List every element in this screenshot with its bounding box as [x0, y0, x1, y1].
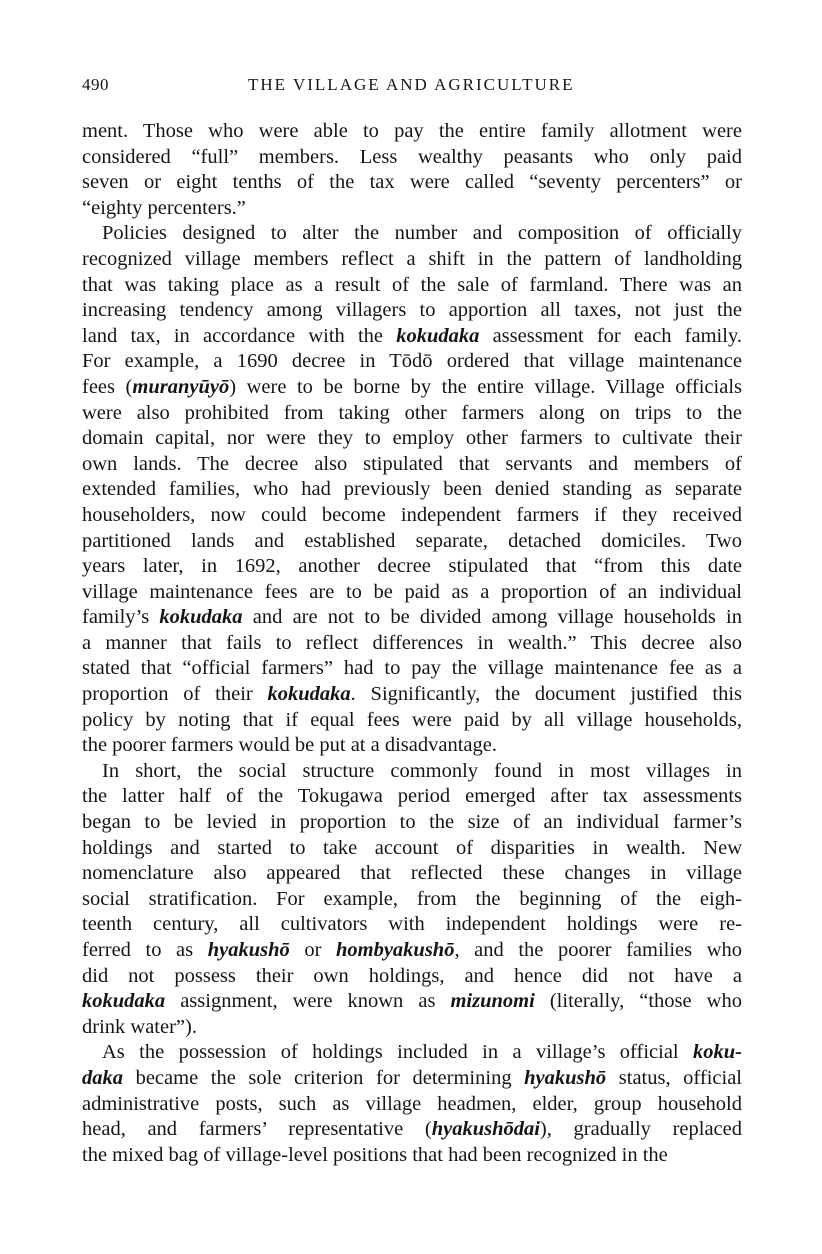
text-run: (literally, “those who — [534, 990, 742, 1013]
text-run: Policies designed to alter the number and composition of officially — [102, 222, 742, 245]
text-run: ) were to be borne by the entire village. Village officials — [229, 375, 742, 398]
text-run: administrative posts, such as village headmen, elder, group household — [82, 1092, 742, 1115]
text-run: considered “full” members. Less wealthy peasants who only paid — [82, 145, 742, 168]
italic-term: kokudaka — [82, 990, 166, 1013]
text-line — [82, 810, 742, 836]
text-run: did not possess their own holdings, and hence did not have a — [82, 964, 742, 987]
italic-term: muranyūyō — [132, 375, 230, 398]
text-line — [82, 145, 742, 171]
text-run: the poorer farmers would be put at a disadvantage. — [82, 734, 497, 757]
text-line — [82, 989, 742, 1015]
text-line — [82, 426, 742, 452]
text-line — [82, 759, 742, 785]
text-run: own lands. The decree also stipulated that servants and members of — [82, 452, 742, 475]
book-page — [82, 70, 742, 1168]
text-line — [82, 784, 742, 810]
text-run: assessment for each family. — [479, 324, 742, 347]
text-line — [82, 708, 742, 734]
text-line — [82, 221, 742, 247]
text-run: holdings and started to take account of disparities in wealth. New — [82, 836, 742, 859]
text-line — [82, 605, 742, 631]
text-line — [82, 938, 742, 964]
text-run: householders, now could become independent farmers if they received — [82, 503, 742, 526]
text-line — [82, 247, 742, 273]
text-line — [82, 964, 742, 990]
italic-term: kokudaka — [267, 683, 351, 706]
text-run: ferred to as — [82, 939, 208, 961]
italic-term: hyakushō — [207, 939, 290, 961]
text-line — [82, 349, 742, 375]
text-line — [82, 119, 742, 145]
text-run: In short, the social structure commonly found in most villages in — [102, 759, 742, 782]
text-line — [82, 401, 742, 427]
text-run: social stratification. For example, from the beginning of the eigh- — [82, 887, 742, 910]
text-line — [82, 196, 742, 222]
text-run: land tax, in accordance with the — [82, 324, 397, 347]
text-line — [82, 324, 742, 350]
page-number: 490 — [82, 75, 109, 94]
text-line — [82, 1015, 742, 1041]
italic-term: kokudaka — [396, 324, 480, 347]
text-line — [82, 298, 742, 324]
paragraph — [82, 759, 742, 1041]
text-run: As the possession of holdings included in a village’s official — [102, 1041, 694, 1064]
text-run: were also prohibited from taking other farmers along on trips to the — [82, 401, 742, 424]
text-run: proportion of their — [82, 683, 268, 706]
text-run: or — [289, 939, 336, 961]
italic-term: hombyakushō — [335, 939, 455, 961]
text-line — [82, 887, 742, 913]
text-run: status, official — [606, 1066, 742, 1089]
text-run: extended families, who had previously been denied standing as separate — [82, 478, 742, 501]
text-run: years later, in 1692, another decree stipulated that “from this date — [82, 555, 742, 578]
italic-term: kokudaka — [159, 606, 243, 629]
text-run: stated that “official farmers” had to pay the village maintenance fee as a — [82, 657, 742, 680]
text-run: family’s — [82, 606, 160, 629]
text-run: For example, a 1690 decree in Tōdō ordered that village maintenance — [82, 350, 742, 373]
text-line — [82, 273, 742, 299]
text-run: drink water”). — [82, 1015, 197, 1038]
italic-term: hyakushōdai — [431, 1118, 540, 1141]
text-line — [82, 1092, 742, 1118]
text-run: domain capital, nor were they to employ other farmers to cultivate their — [82, 427, 742, 450]
text-line — [82, 1143, 742, 1169]
text-run: nomenclature also appeared that reflected these changes in village — [82, 862, 742, 885]
text-line — [82, 861, 742, 887]
text-run: increasing tendency among villagers to apportion all taxes, not just the — [82, 299, 742, 322]
paragraph — [82, 221, 742, 758]
text-line — [82, 682, 742, 708]
paragraph — [82, 1040, 742, 1168]
italic-term: daka — [82, 1066, 123, 1089]
running-head — [82, 70, 742, 100]
text-line — [82, 452, 742, 478]
text-line — [82, 554, 742, 580]
text-line — [82, 1040, 742, 1066]
section-title: THE VILLAGE AND AGRICULTURE — [248, 75, 575, 94]
text-run: assignment, were known as — [165, 990, 451, 1013]
text-run: fees ( — [82, 375, 133, 398]
text-run: began to be levied in proportion to the size of an individual farmer’s — [82, 811, 742, 834]
text-run: became the sole criterion for determining — [123, 1066, 525, 1089]
text-run: a manner that fails to reflect differences in wealth.” This decree also — [82, 631, 742, 654]
italic-term: koku- — [693, 1041, 742, 1064]
text-run: seven or eight tenths of the tax were called “seventy percenters” or — [82, 171, 742, 194]
text-run: and are not to be divided among village households in — [242, 606, 742, 629]
italic-term: mizunomi — [450, 990, 535, 1013]
text-line — [82, 477, 742, 503]
text-line — [82, 503, 742, 529]
text-line — [82, 580, 742, 606]
text-run: policy by noting that if equal fees were paid by all village households, — [82, 708, 742, 731]
text-run: . Significantly, the document justified this — [350, 683, 742, 706]
text-run: that was taking place as a result of the sale of farmland. There was an — [82, 273, 742, 296]
text-run: the mixed bag of village-level positions that had been recognized in the — [82, 1143, 668, 1166]
paragraph — [82, 119, 742, 221]
text-line — [82, 733, 742, 759]
text-line — [82, 529, 742, 555]
text-run: the latter half of the Tokugawa period emerged after tax assessments — [82, 785, 742, 808]
text-line — [82, 836, 742, 862]
text-run: ), gradually replaced — [539, 1118, 742, 1141]
text-run: partitioned lands and established separate, detached domiciles. Two — [82, 529, 742, 552]
text-run: , and the poorer families who — [454, 939, 743, 961]
text-line — [82, 170, 742, 196]
text-run: “eighty percenters.” — [82, 196, 246, 219]
body-text — [82, 119, 742, 1168]
text-line — [82, 631, 742, 657]
text-line — [82, 1066, 742, 1092]
italic-term: hyakushō — [524, 1066, 607, 1089]
text-line — [82, 1117, 742, 1143]
text-run: village maintenance fees are to be paid as a proportion of an individual — [82, 580, 742, 603]
text-line — [82, 375, 742, 401]
text-line — [82, 912, 742, 938]
text-line — [82, 656, 742, 682]
text-run: recognized village members reflect a shift in the pattern of landholding — [82, 247, 742, 270]
text-run: ment. Those who were able to pay the entire family allotment were — [82, 120, 742, 142]
text-run: head, and farmers’ representative ( — [82, 1118, 432, 1141]
text-run: teenth century, all cultivators with independent holdings were re- — [82, 913, 742, 936]
